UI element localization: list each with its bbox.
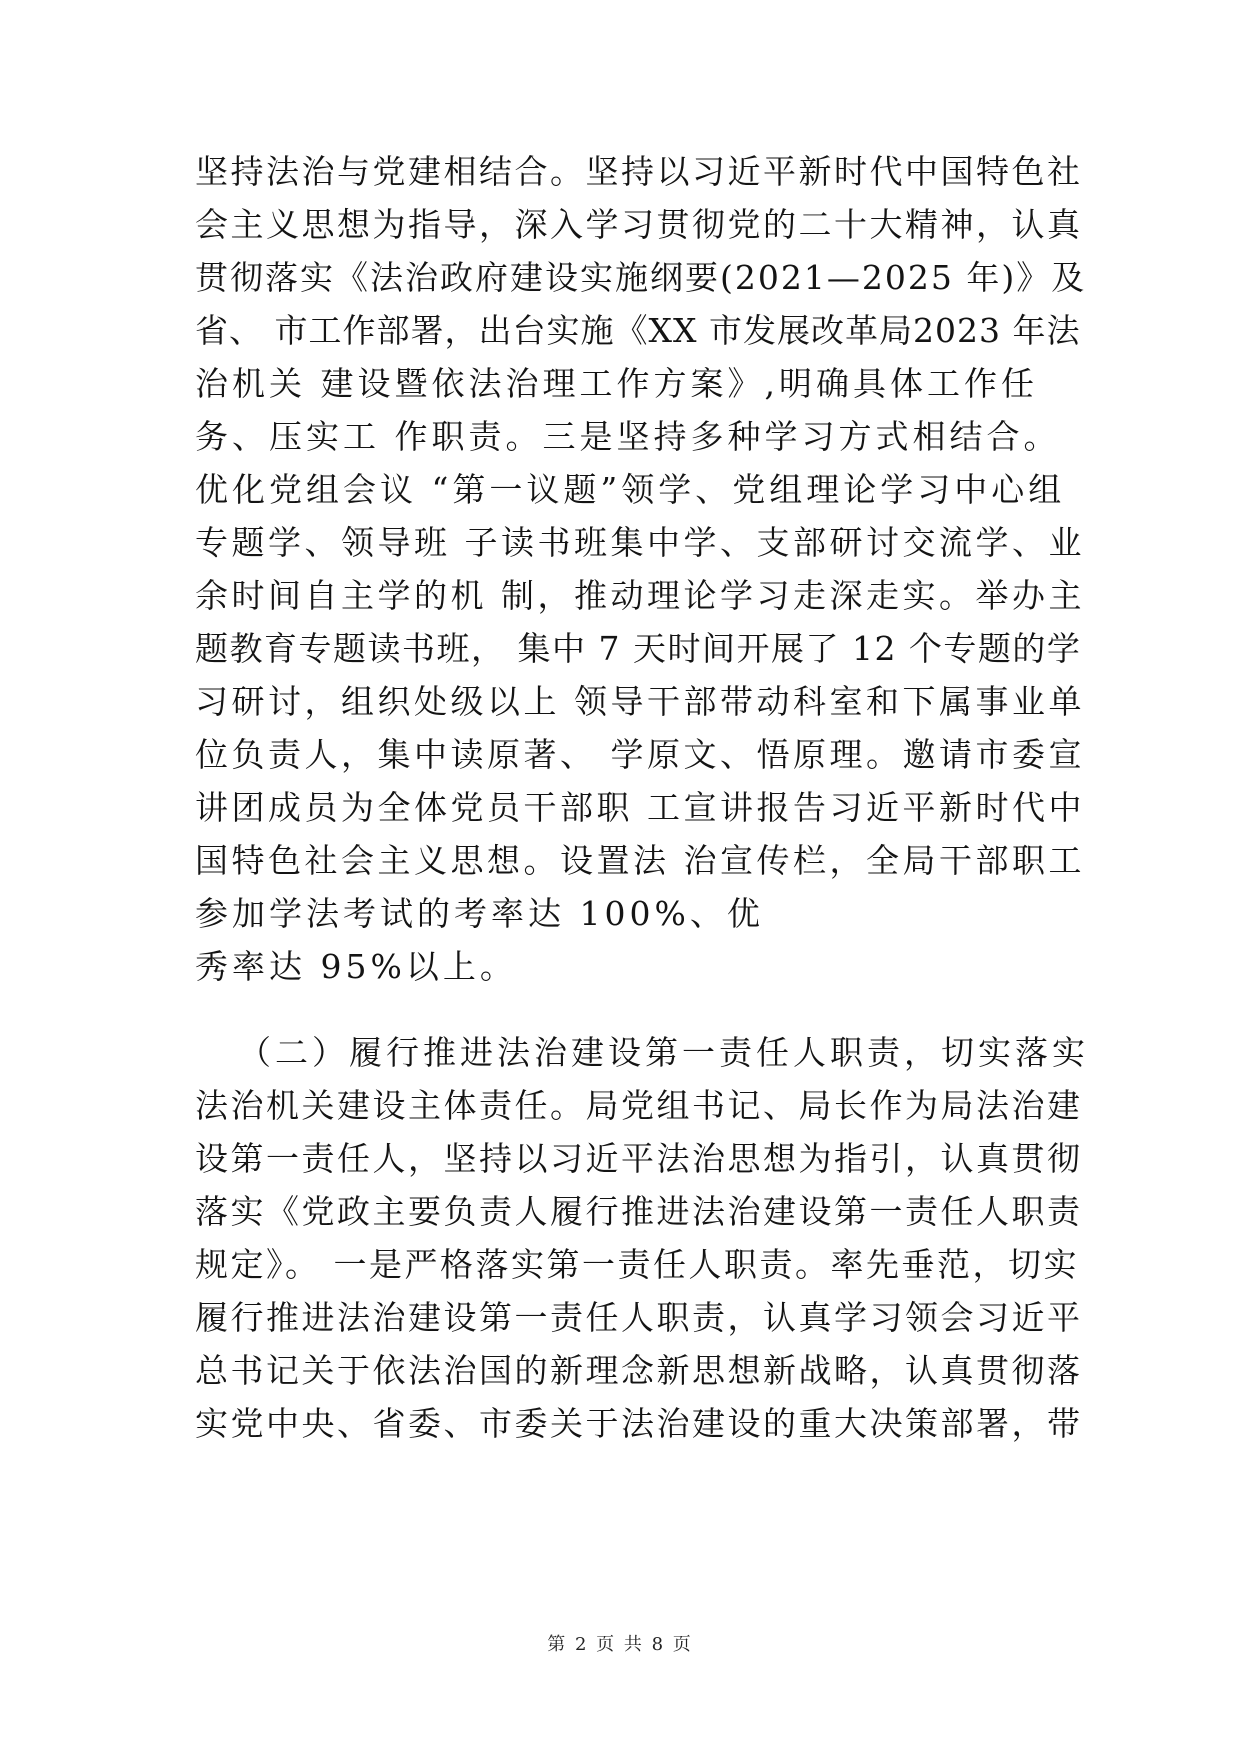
- body-text-line: 设第一责任人，坚持以习近平法治思想为指引，认真贯彻: [195, 1139, 1083, 1178]
- body-text-line: 总书记关于依法治国的新理念新思想新战略，认真贯彻落: [195, 1351, 1083, 1390]
- body-text-line: 会主义思想为指导，深入学习贯彻党的二十大精神，认真: [195, 205, 1083, 244]
- paragraph-heading-line: （二）履行推进法治建设第一责任人职责，切实落实: [238, 1033, 1089, 1072]
- body-text-line: 落实《党政主要负责人履行推进法治建设第一责任人职责: [195, 1192, 1083, 1231]
- body-text-line: 省、 市工作部署，出台实施《XX 市发展改革局2023 年法: [195, 311, 1081, 350]
- body-text-line: 国特色社会主义思想。设置法 治宣传栏，全局干部职工: [195, 841, 1085, 880]
- body-text-line: 坚持法治与党建相结合。坚持以习近平新时代中国特色社: [195, 152, 1083, 191]
- body-text-line: 秀率达 95%以上。: [195, 947, 517, 986]
- body-text-line: 贯彻落实《法治政府建设实施纲要(2021—2025 年)》及: [195, 258, 1087, 297]
- body-text-line: 治机关 建设暨依法治理工作方案》,明确具体工作任: [195, 364, 1038, 403]
- body-text-line: 讲团成员为全体党员干部职 工宣讲报告习近平新时代中: [195, 788, 1085, 827]
- body-text-line: 务、压实工 作职责。三是坚持多种学习方式相结合。: [195, 417, 1061, 456]
- body-text-line: 优化党组会议 “第一议题”领学、党组理论学习中心组: [195, 470, 1066, 509]
- body-text-line: 专题学、领导班 子读书班集中学、支部研讨交流学、业: [195, 523, 1085, 562]
- body-text-line: 题教育专题读书班， 集中 7 天时间开展了 12 个专题的学: [195, 629, 1082, 668]
- body-text-line: 参加学法考试的考率达 100%、优: [195, 894, 764, 933]
- body-text-line: 履行推进法治建设第一责任人职责，认真学习领会习近平: [195, 1298, 1083, 1337]
- body-text-line: 法治机关建设主体责任。局党组书记、局长作为局法治建: [195, 1086, 1083, 1125]
- body-text-line: 位负责人，集中读原著、 学原文、悟原理。邀请市委宣: [195, 735, 1085, 774]
- body-text-line: 实党中央、省委、市委关于法治建设的重大决策部署，带: [195, 1404, 1083, 1443]
- body-text-line: 规定》。 一是严格落实第一责任人职责。率先垂范，切实: [195, 1245, 1079, 1284]
- page-number-footer: 第 2 页 共 8 页: [547, 1634, 693, 1655]
- body-text-line: 余时间自主学的机 制，推动理论学习走深走实。举办主: [195, 576, 1085, 615]
- body-text-line: 习研讨，组织处级以上 领导干部带动科室和下属事业单: [195, 682, 1085, 721]
